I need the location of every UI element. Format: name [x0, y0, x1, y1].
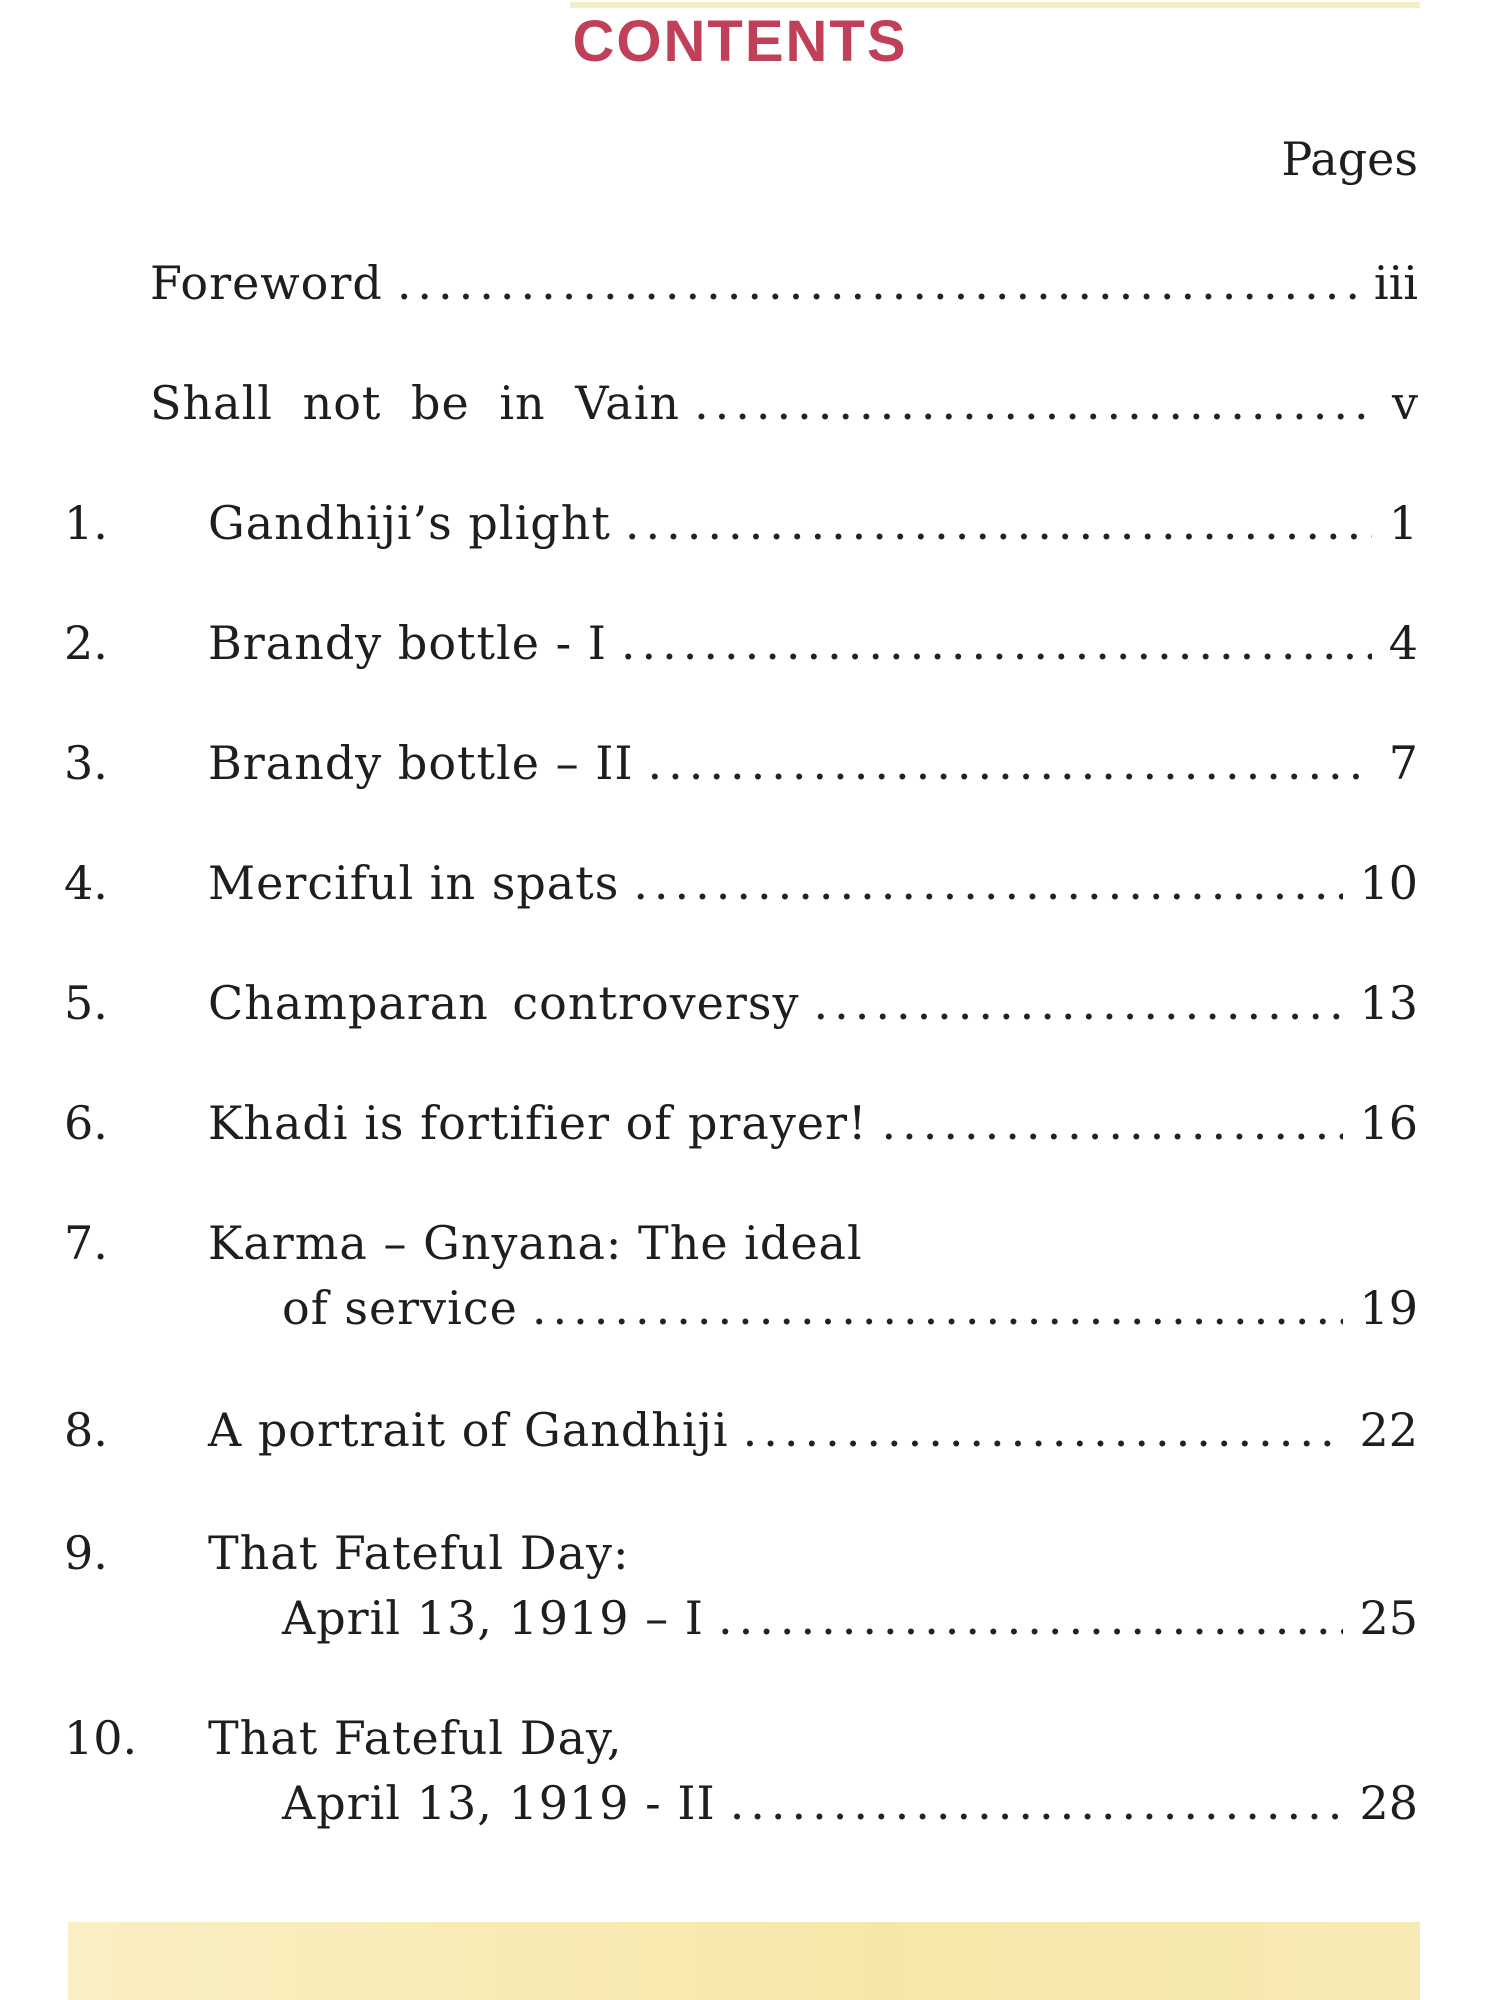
- toc-entry-number: 8.: [64, 1403, 108, 1457]
- toc-entry-7[interactable]: [0, 1213, 1500, 1343]
- toc-entry-8[interactable]: [0, 1400, 1500, 1460]
- toc-entry-label: Khadi is fortifier of prayer!: [208, 1096, 868, 1150]
- toc-entry-label: Brandy bottle - I: [208, 616, 607, 670]
- toc-entry-1[interactable]: [0, 493, 1500, 553]
- toc-entry-5[interactable]: [0, 973, 1500, 1033]
- toc-entry-number: 4.: [64, 856, 108, 910]
- toc-entry-number: 3.: [64, 736, 108, 790]
- toc-entry-number: 2.: [64, 616, 108, 670]
- toc-entry-page: 7: [1388, 736, 1418, 790]
- toc-entry-page: 19: [1359, 1281, 1418, 1335]
- toc-entry-label: Shall not be in Vain: [150, 376, 681, 430]
- toc-entry-4[interactable]: [0, 853, 1500, 913]
- toc-entry-page: v: [1392, 376, 1418, 430]
- toc-entry-label: Foreword: [150, 256, 383, 310]
- toc-entry-2[interactable]: [0, 613, 1500, 673]
- toc-entry-label-line1: Karma – Gnyana: The ideal: [208, 1216, 863, 1270]
- toc-entry-label-line1: That Fateful Day:: [208, 1526, 630, 1580]
- toc-entry-6[interactable]: [0, 1093, 1500, 1153]
- toc-entry-label: of service: [282, 1281, 518, 1335]
- toc-entry-label: Gandhiji’s plight: [208, 496, 611, 550]
- pages-column-heading: Pages: [1281, 132, 1418, 186]
- dot-leader: [730, 1773, 1344, 1833]
- dot-leader: [694, 373, 1372, 433]
- toc-entry-label: April 13, 1919 – I: [282, 1591, 704, 1645]
- dot-leader: [648, 733, 1372, 793]
- dot-leader: [633, 853, 1343, 913]
- dot-leader: [625, 493, 1372, 553]
- toc-entry-page: 13: [1359, 976, 1418, 1030]
- toc-entry-label: Brandy bottle – II: [208, 736, 634, 790]
- toc-entry-page: 10: [1359, 856, 1418, 910]
- toc-entry-page: 4: [1388, 616, 1418, 670]
- toc-entry-number: 1.: [64, 496, 108, 550]
- toc-entry-page: 28: [1359, 1776, 1418, 1830]
- toc-entry-label: Merciful in spats: [208, 856, 620, 910]
- toc-entry-label: April 13, 1919 - II: [282, 1776, 716, 1830]
- toc-entry-page: 25: [1359, 1591, 1418, 1645]
- toc-entry-page: 16: [1359, 1096, 1418, 1150]
- toc-entry-number: 10.: [64, 1711, 138, 1765]
- toc-entry-shall-not-be-in-vain[interactable]: [0, 373, 1500, 433]
- toc-entry-page: 22: [1359, 1403, 1418, 1457]
- toc-entry-label-line1: That Fateful Day,: [208, 1711, 623, 1765]
- dot-leader: [397, 253, 1358, 313]
- toc-entry-number: 7.: [64, 1216, 108, 1270]
- bottom-color-band: [68, 1922, 1420, 2000]
- toc-entry-10[interactable]: [0, 1708, 1500, 1838]
- page-title: CONTENTS: [572, 9, 908, 74]
- toc-entry-number: 6.: [64, 1096, 108, 1150]
- toc-entry-3[interactable]: [0, 733, 1500, 793]
- toc-entry-page: iii: [1373, 256, 1418, 310]
- dot-leader: [718, 1588, 1343, 1648]
- toc-entry-label: Champaran controversy: [208, 976, 800, 1030]
- toc-entry-label: A portrait of Gandhiji: [208, 1403, 729, 1457]
- dot-leader: [532, 1278, 1344, 1338]
- dot-leader: [621, 613, 1372, 673]
- toc-entry-number: 9.: [64, 1526, 108, 1580]
- dot-leader: [882, 1093, 1344, 1153]
- toc-entry-number: 5.: [64, 976, 108, 1030]
- toc-entry-page: 1: [1388, 496, 1418, 550]
- toc-entry-foreword[interactable]: [0, 253, 1500, 313]
- dot-leader: [813, 973, 1343, 1033]
- dot-leader: [743, 1400, 1344, 1460]
- toc-entry-9[interactable]: [0, 1523, 1500, 1653]
